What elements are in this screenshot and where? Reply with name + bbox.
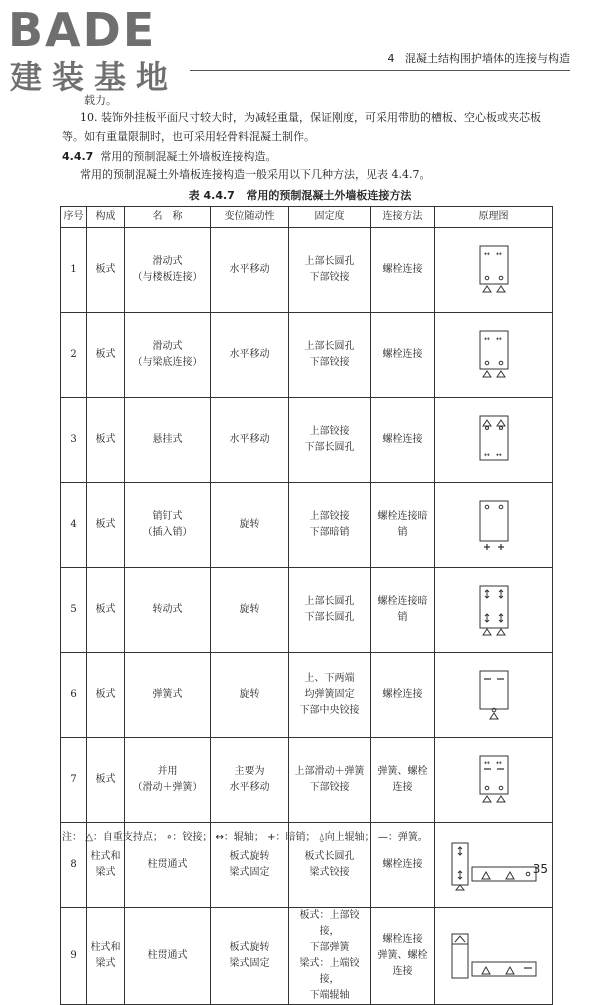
logo-subtitle: 建装基地 bbox=[10, 58, 179, 96]
principle-diagram bbox=[435, 483, 553, 568]
header-rule bbox=[190, 70, 570, 71]
row-mobility: 水平移动 bbox=[211, 313, 289, 398]
principle-diagram bbox=[435, 738, 553, 823]
table-row bbox=[61, 398, 553, 483]
table-caption-text: 常用的预制混凝土外墙板连接方法 bbox=[246, 189, 412, 202]
row-method: 螺栓连接 bbox=[371, 398, 435, 483]
principle-diagram bbox=[435, 313, 553, 398]
principle-diagram-image bbox=[474, 244, 514, 296]
row-mobility: 旋转 bbox=[211, 483, 289, 568]
dowel-icon: + bbox=[267, 832, 276, 843]
note-text: 向上辊轴； bbox=[324, 832, 375, 843]
row-number: 4 bbox=[61, 483, 87, 568]
row-number: 9 bbox=[61, 908, 87, 1005]
note-text: ：辊轴； bbox=[223, 832, 264, 843]
table-caption bbox=[0, 187, 600, 203]
row-number: 7 bbox=[61, 738, 87, 823]
support-point-icon: △ bbox=[85, 832, 93, 843]
row-fixity: 上部滑动＋弹簧 下部铰接 bbox=[289, 738, 371, 823]
row-type: 板式 bbox=[87, 653, 125, 738]
svg-text:↔: ↔ bbox=[495, 759, 502, 767]
hinge-icon: ∘ bbox=[166, 832, 173, 843]
principle-diagram bbox=[435, 568, 553, 653]
logo-wordmark: BADE bbox=[8, 3, 157, 57]
roller-icon: ↔ bbox=[215, 832, 224, 843]
row-method: 螺栓连接暗销 bbox=[371, 568, 435, 653]
row-fixity: 上部长圆孔 下部长圆孔 bbox=[289, 568, 371, 653]
row-mobility: 板式旋转 梁式固定 bbox=[211, 823, 289, 908]
spring-icon: — bbox=[377, 832, 388, 843]
row-number: 8 bbox=[61, 823, 87, 908]
chapter-number: 4 bbox=[387, 52, 395, 65]
row-type: 板式 bbox=[87, 398, 125, 483]
row-name: 滑动式 （与楼板连接） bbox=[125, 228, 211, 313]
text-fragment: 载力。 bbox=[84, 94, 117, 107]
row-method: 螺栓连接 bbox=[371, 228, 435, 313]
row-type: 板式 bbox=[87, 483, 125, 568]
upward-roller-icon: ⍙ bbox=[318, 832, 325, 843]
row-fixity: 板式长圆孔 梁式铰接 bbox=[289, 823, 371, 908]
principle-diagram-image bbox=[474, 669, 514, 721]
table-row bbox=[61, 653, 553, 738]
header-cell: 固定度 bbox=[289, 207, 371, 228]
row-mobility: 板式旋转 梁式固定 bbox=[211, 908, 289, 1005]
row-fixity: 上部长圆孔 下部铰接 bbox=[289, 228, 371, 313]
running-header bbox=[388, 50, 571, 66]
table-caption-number: 表 4.4.7 bbox=[188, 189, 235, 202]
row-number: 1 bbox=[61, 228, 87, 313]
row-mobility: 水平移动 bbox=[211, 398, 289, 483]
row-mobility: 水平移动 bbox=[211, 228, 289, 313]
header-cell: 构成 bbox=[87, 207, 125, 228]
row-method: 螺栓连接暗销 bbox=[371, 483, 435, 568]
header-cell: 变位随动性 bbox=[211, 207, 289, 228]
table-row bbox=[61, 908, 553, 1005]
chapter-title: 混凝土结构围护墙体的连接与构造 bbox=[405, 52, 570, 65]
row-name: 滑动式 （与梁底连接） bbox=[125, 313, 211, 398]
note-text: ：铰接； bbox=[172, 832, 213, 843]
note-text: ：弹簧。 bbox=[387, 832, 428, 843]
principle-diagram-image bbox=[474, 754, 514, 806]
row-number: 2 bbox=[61, 313, 87, 398]
row-name: 销钉式 （插入销） bbox=[125, 483, 211, 568]
row-type: 板式 bbox=[87, 568, 125, 653]
row-fixity: 上部铰接 下部暗销 bbox=[289, 483, 371, 568]
row-fixity: 上部长圆孔 下部铰接 bbox=[289, 313, 371, 398]
table-row bbox=[61, 228, 553, 313]
row-name: 转动式 bbox=[125, 568, 211, 653]
header-cell: 序号 bbox=[61, 207, 87, 228]
principle-diagram-image bbox=[474, 499, 514, 551]
row-type: 柱式和 梁式 bbox=[87, 908, 125, 1005]
principle-diagram bbox=[435, 653, 553, 738]
principle-diagram bbox=[435, 908, 553, 1005]
svg-text:↔: ↔ bbox=[483, 451, 490, 459]
note-prefix: 注： bbox=[62, 832, 82, 843]
principle-diagram-image bbox=[474, 329, 514, 381]
row-name: 柱贯通式 bbox=[125, 908, 211, 1005]
table-header-row bbox=[61, 207, 553, 228]
row-method: 螺栓连接 bbox=[371, 653, 435, 738]
table-row bbox=[61, 738, 553, 823]
row-name: 弹簧式 bbox=[125, 653, 211, 738]
principle-diagram bbox=[435, 228, 553, 313]
section-heading bbox=[62, 147, 542, 166]
row-number: 6 bbox=[61, 653, 87, 738]
principle-diagram-image bbox=[446, 839, 542, 891]
svg-text:↔: ↔ bbox=[495, 335, 502, 343]
header-cell: 原理图 bbox=[435, 207, 553, 228]
row-method: 螺栓连接 bbox=[371, 313, 435, 398]
principle-diagram-image bbox=[474, 584, 514, 636]
row-mobility: 主要为 水平移动 bbox=[211, 738, 289, 823]
table-row bbox=[61, 568, 553, 653]
connection-methods-table bbox=[60, 206, 553, 1005]
row-method: 螺栓连接 弹簧、螺栓连接 bbox=[371, 908, 435, 1005]
principle-diagram bbox=[435, 398, 553, 483]
row-name: 柱贯通式 bbox=[125, 823, 211, 908]
page-number: 35 bbox=[532, 862, 548, 876]
section-text: 常用的预制混凝土外墙板连接构造一般采用以下几种方法，见表 4.4.7。 bbox=[80, 168, 431, 181]
section-number: 4.4.7 bbox=[62, 150, 94, 163]
note-text: ：自重支持点； bbox=[92, 832, 163, 843]
svg-text:↔: ↔ bbox=[495, 250, 502, 258]
header-cell: 连接方法 bbox=[371, 207, 435, 228]
header-cell: 名 称 bbox=[125, 207, 211, 228]
table-note bbox=[62, 828, 428, 843]
row-method: 螺栓连接 bbox=[371, 823, 435, 908]
row-name: 并用 （滑动＋弹簧） bbox=[125, 738, 211, 823]
row-number: 5 bbox=[61, 568, 87, 653]
row-number: 3 bbox=[61, 398, 87, 483]
row-fixity: 上、下两端 均弹簧固定 下部中央铰接 bbox=[289, 653, 371, 738]
table-row bbox=[61, 313, 553, 398]
row-method: 弹簧、螺栓连接 bbox=[371, 738, 435, 823]
section-title: 常用的预制混凝土外墙板连接构造。 bbox=[100, 150, 277, 163]
svg-text:↔: ↔ bbox=[483, 250, 490, 258]
note-text: ：暗销； bbox=[275, 832, 316, 843]
row-name: 悬挂式 bbox=[125, 398, 211, 483]
principle-diagram-image bbox=[474, 414, 514, 466]
table-row bbox=[61, 483, 553, 568]
svg-text:↔: ↔ bbox=[483, 335, 490, 343]
row-fixity: 板式：上部铰接， 下部弹簧 梁式：上端铰接， 下端辊轴 bbox=[289, 908, 371, 1005]
row-type: 板式 bbox=[87, 228, 125, 313]
principle-diagram-image bbox=[446, 928, 542, 984]
svg-text:↔: ↔ bbox=[483, 759, 490, 767]
row-mobility: 旋转 bbox=[211, 568, 289, 653]
paragraph-10: 10. 装饰外挂板平面尺寸较大时，为减轻重量，保证刚度，可采用带肋的槽板、空心板或夹芯板等。如有重量限制时，也可采用轻骨料混凝土制作。 bbox=[62, 111, 541, 143]
row-type: 板式 bbox=[87, 313, 125, 398]
row-type: 柱式和 梁式 bbox=[87, 823, 125, 908]
row-type: 板式 bbox=[87, 738, 125, 823]
row-mobility: 旋转 bbox=[211, 653, 289, 738]
row-fixity: 上部铰接 下部长圆孔 bbox=[289, 398, 371, 483]
svg-text:↔: ↔ bbox=[495, 451, 502, 459]
